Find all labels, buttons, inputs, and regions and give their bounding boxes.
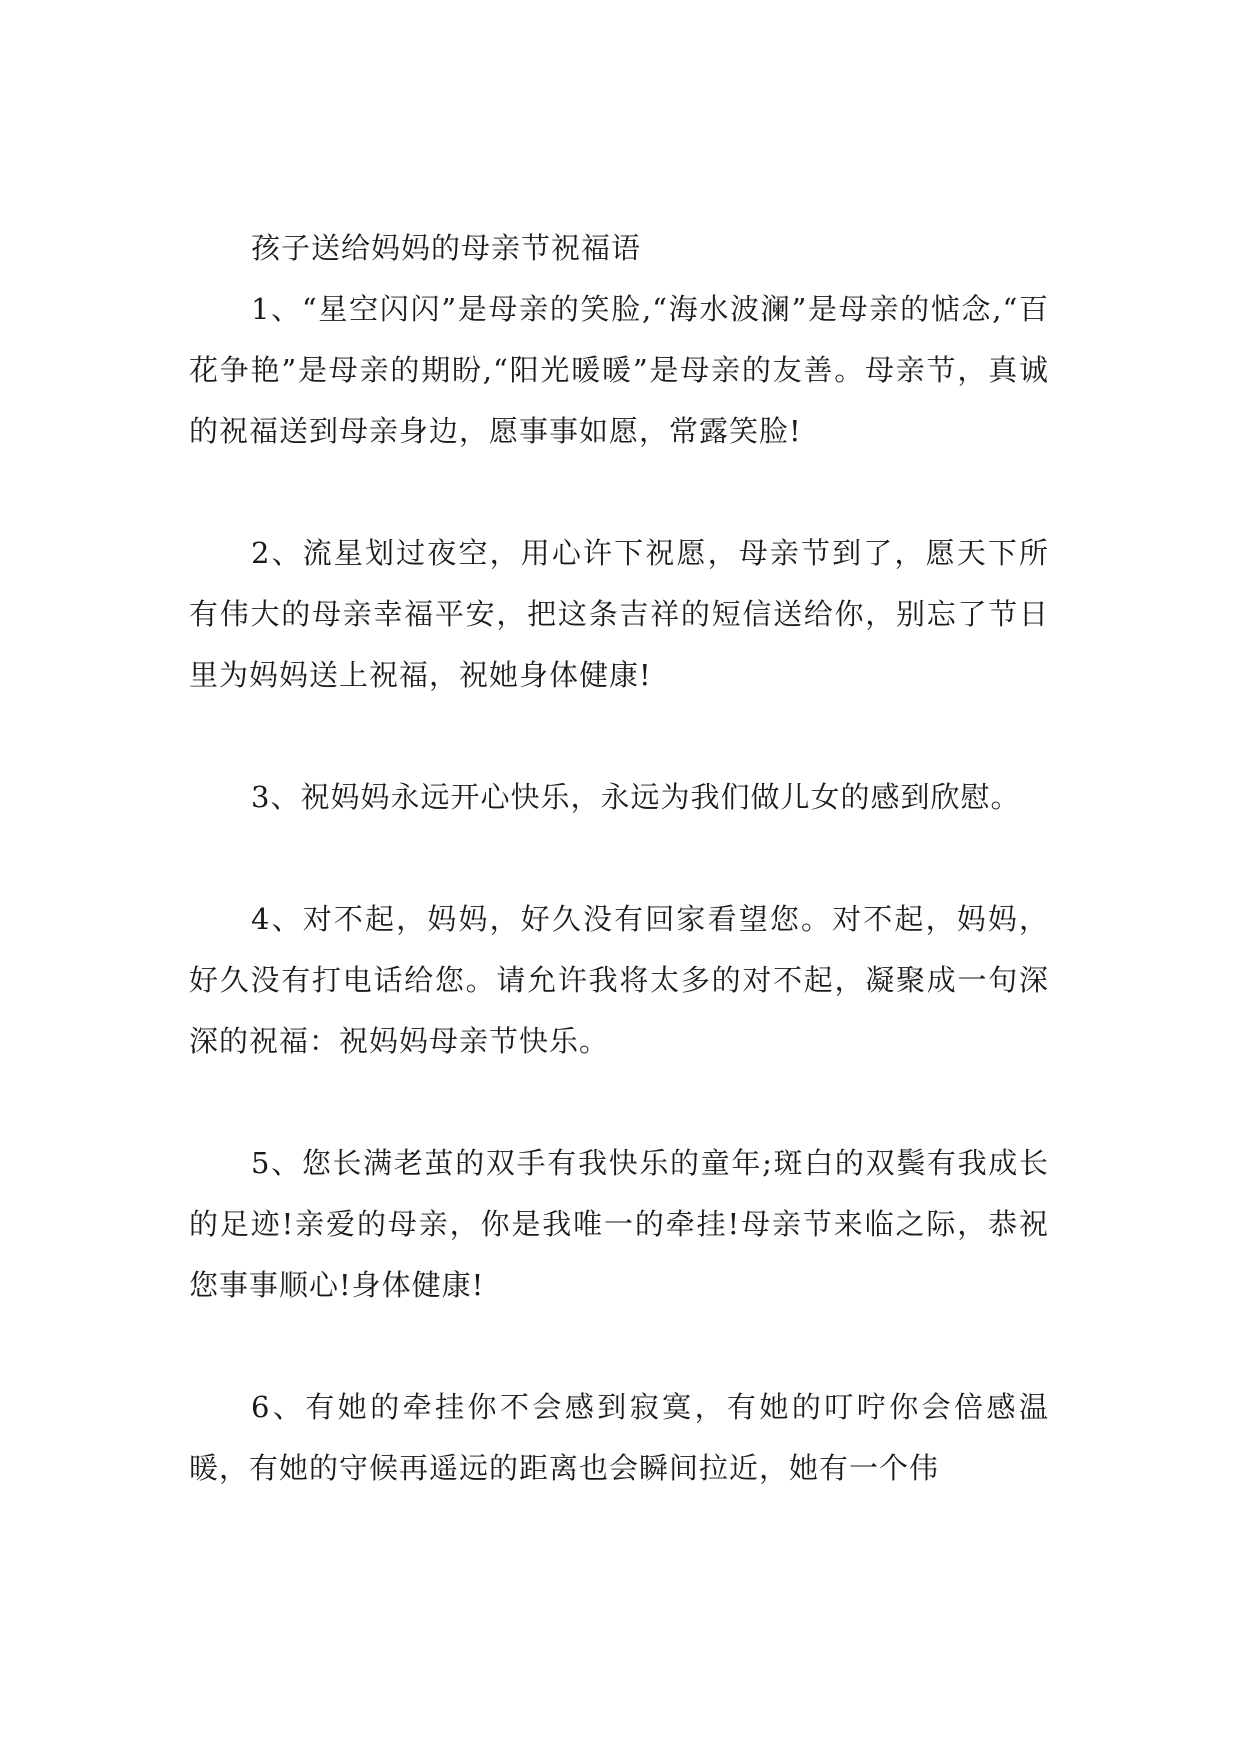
paragraph-6: 6、有她的牵挂你不会感到寂寞，有她的叮咛你会倍感温暖，有她的守候再遥远的距离也会瞬间拉近，她有一个伟: [189, 1390, 1049, 1485]
paragraph-2: 2、流星划过夜空，用心许下祝愿，母亲节到了，愿天下所有伟大的母亲幸福平安，把这条吉祥的短信送给你，别忘了节日里为妈妈送上祝福，祝她身体健康!: [189, 536, 1049, 692]
paragraph-3: 3、祝妈妈永远开心快乐，永远为我们做儿女的感到欣慰。: [251, 780, 1021, 814]
paragraph-4: 4、对不起，妈妈，好久没有回家看望您。对不起，妈妈，好久没有打电话给您。请允许我将太多的对不起，凝聚成一句深深的祝福：祝妈妈母亲节快乐。: [189, 902, 1049, 1058]
paragraph-1: 1、“星空闪闪”是母亲的笑脸,“海水波澜”是母亲的惦念,“百花争艳”是母亲的期盼,“阳光暖暖”是母亲的友善。母亲节，真诚的祝福送到母亲身边，愿事事如愿，常露笑脸!: [189, 292, 1049, 448]
paragraph-5: 5、您长满老茧的双手有我快乐的童年;斑白的双鬓有我成长的足迹!亲爱的母亲，你是我唯一的牵挂!母亲节来临之际，恭祝您事事顺心!身体健康!: [189, 1146, 1049, 1302]
document-body: [189, 218, 1049, 1560]
document-title: 孩子送给妈妈的母亲节祝福语: [251, 231, 642, 265]
